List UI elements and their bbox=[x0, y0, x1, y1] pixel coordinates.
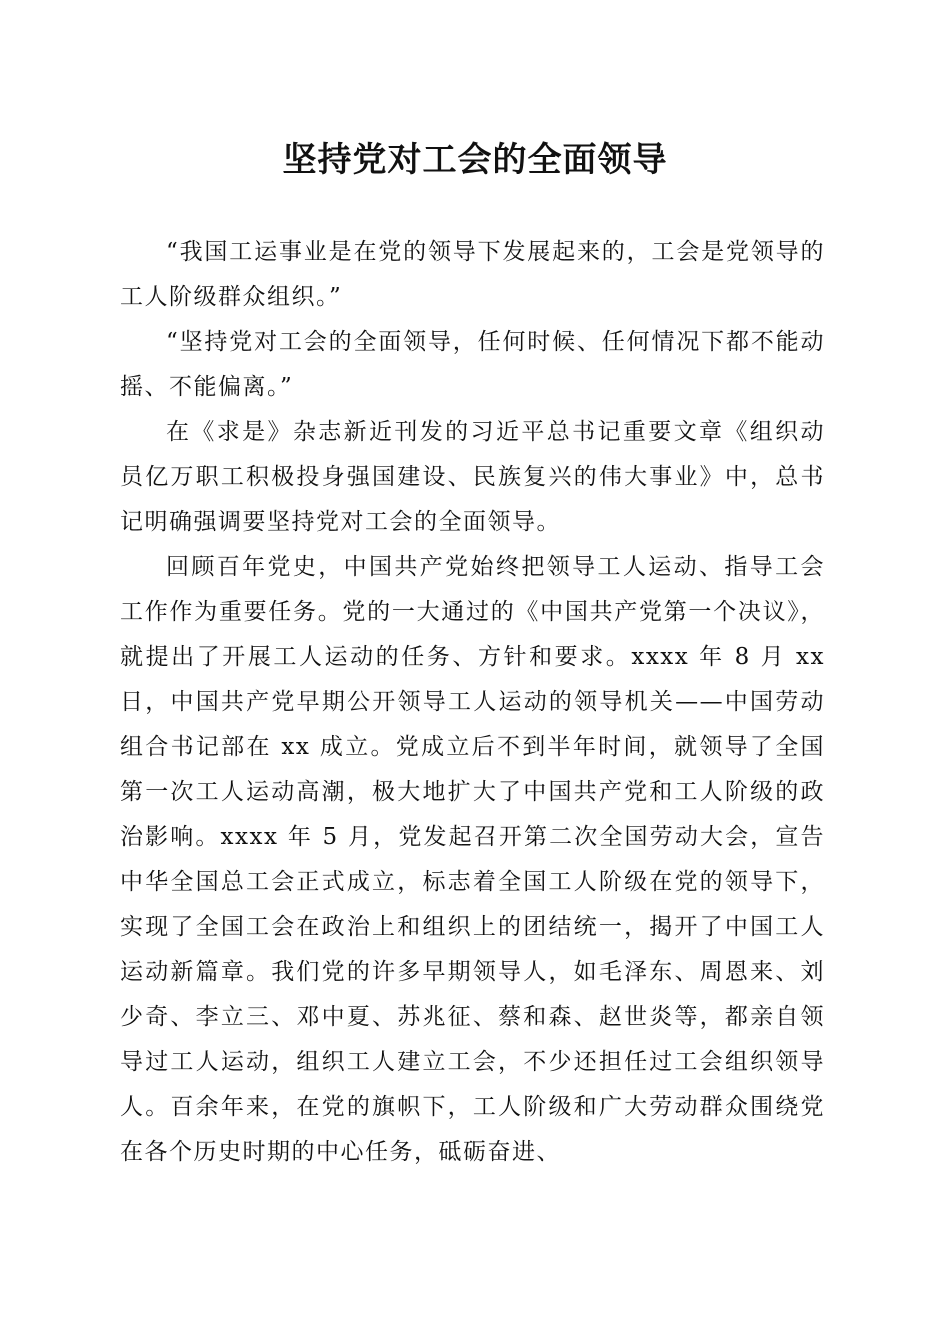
paragraph-qiushi: 在《求是》杂志新近刊发的习近平总书记重要文章《组织动员亿万职工积极投身强国建设、民族复兴的伟大事业》中，总书记明确强调要坚持党对工会的全面领导。 bbox=[120, 419, 825, 535]
page-title: 坚持党对工会的全面领导 bbox=[282, 140, 668, 180]
paragraph-history: 回顾百年党史，中国共产党始终把领导工人运动、指导工会工作作为重要任务。党的一大通过的《中国共产党第一个决议》，就提出了开展工人运动的任务、方针和要求。xxxx 年 8 月 xx 日，中国共产党早期公开领导工人运动的领导机关——中国劳动组合书记部在 xx 成立。党成立后不到半年时间，就领导了全国第一次工人运动高潮，极大地扩大了中国共产党和工人阶级的政治影响。xxxx 年 5 月，党发起召开第二次全国劳动大会，宣告中华全国总工会正式成立，标志着全国工人阶级在党的领导下，实现了全国工会在政治上和组织上的团结统一，揭开了中国工人运动新篇章。我们党的许多早期领导人，如毛泽东、周恩来、刘少奇、李立三、邓中夏、苏兆征、蔡和森、赵世炎等，都亲自领导过工人运动，组织工人建立工会，不少还担任过工会组织领导人。百余年来，在党的旗帜下，工人阶级和广大劳动群众围绕党在各个历史时期的中心任务，砥砺奋进、 bbox=[120, 554, 825, 1165]
article-body bbox=[120, 230, 825, 1175]
paragraph-quote-1: “我国工运事业是在党的领导下发展起来的，工会是党领导的工人阶级群众组织。” bbox=[120, 239, 825, 310]
paragraph-quote-2: “坚持党对工会的全面领导，任何时候、任何情况下都不能动摇、不能偏离。” bbox=[120, 329, 825, 400]
